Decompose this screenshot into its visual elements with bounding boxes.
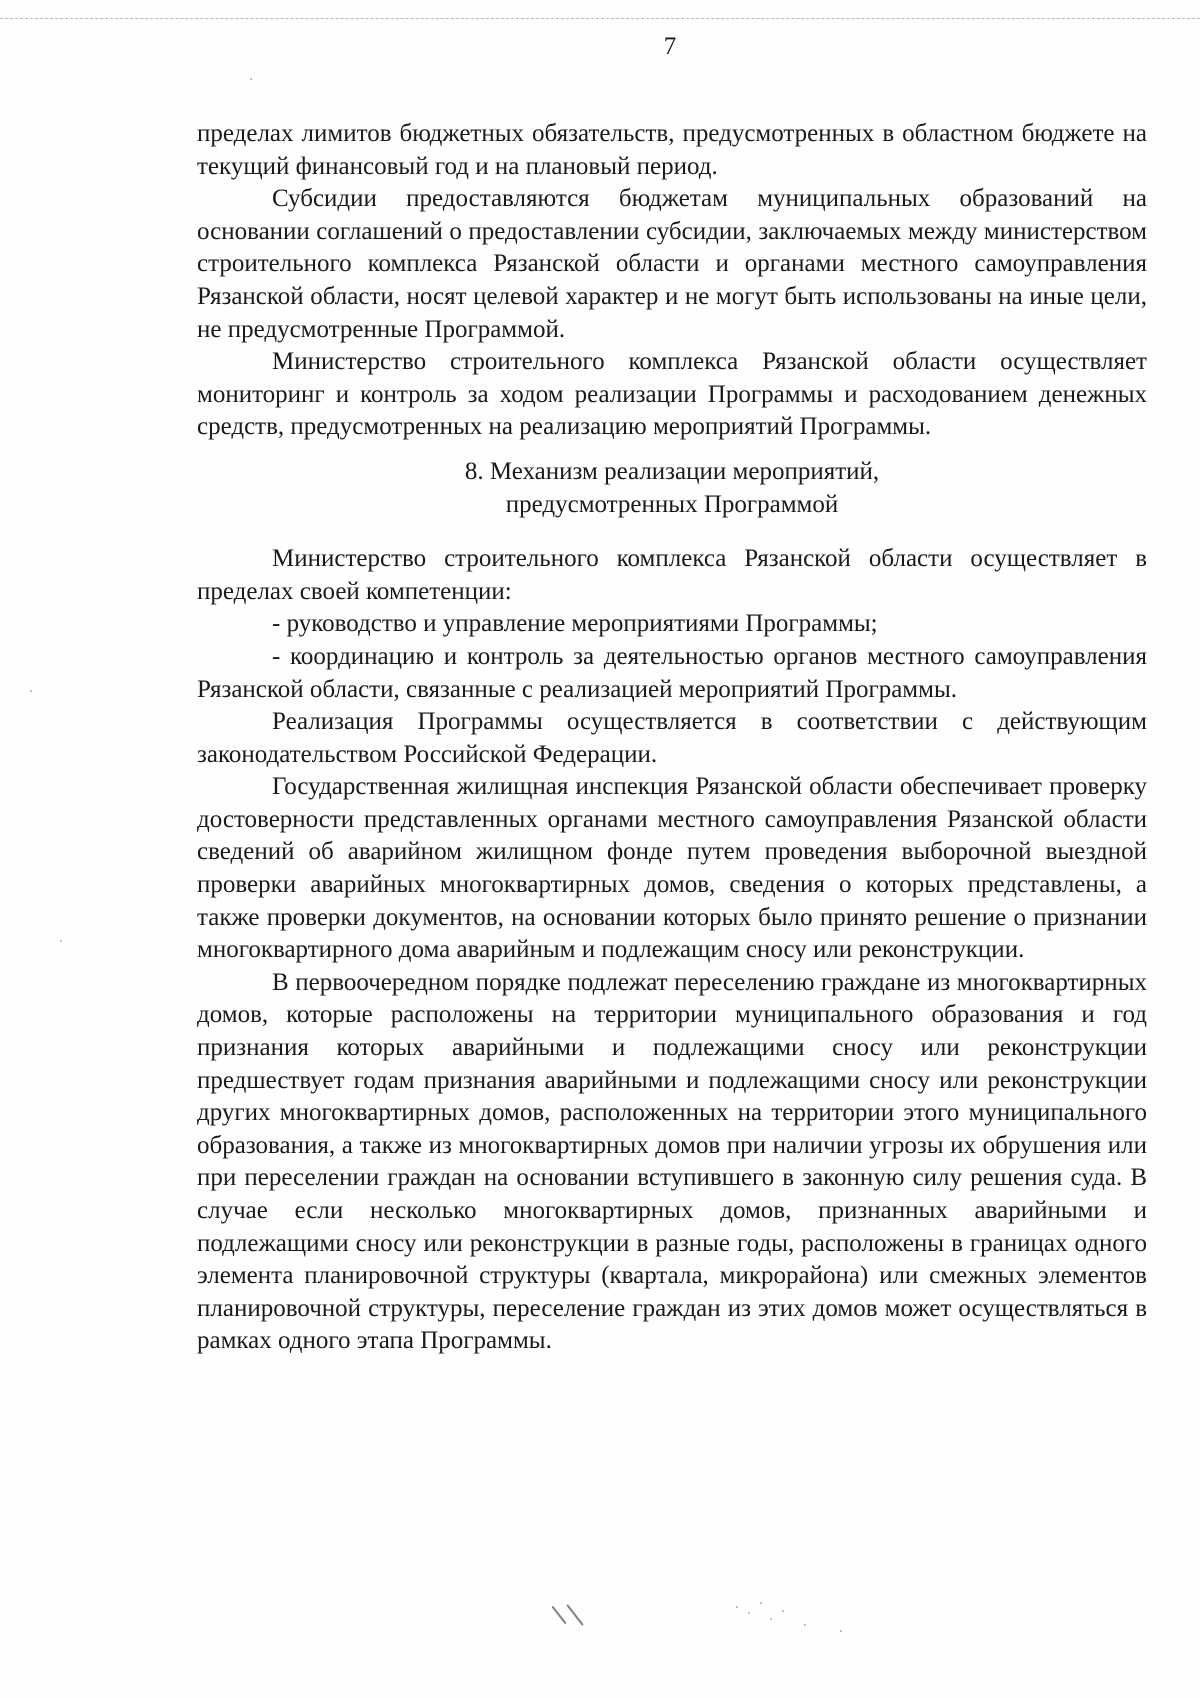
- scan-speck: [804, 1624, 806, 1626]
- paragraph-monitoring: Министерство строительного комплекса Рязанской области осуществляет мониторинг и контроль за ходом реализации Программы и расходованием денежных средств, предусмотренных на реализацию мероприятий Программы.: [197, 348, 1147, 441]
- list-item-coordination: - координацию и контроль за деятельностью органов местного самоуправления Рязанской области, связанные с реализацией мероприятий Программы.: [197, 642, 1147, 703]
- pen-mark: [566, 1604, 584, 1626]
- scan-speck: [60, 940, 62, 942]
- scan-speck: [736, 1606, 738, 1608]
- paragraph-legislation: Реализация Программы осуществляется в соответствии с действующим законодательством Российской Федерации.: [197, 708, 1147, 768]
- scan-speck: [760, 1602, 762, 1604]
- scan-speck: [770, 1618, 772, 1620]
- scan-speck: [840, 1630, 842, 1632]
- scan-edge-line: [0, 18, 1200, 19]
- scan-speck: [250, 78, 252, 80]
- scan-speck: [30, 690, 32, 692]
- paragraph-subsidies: Субсидии предоставляются бюджетам муниципальных образований на основании соглашений о предоставлении субсидии, заключаемых между министерством строительного комплекса Рязанской области и органами местного самоуправления Рязанской области, носят целевой характер и не могут быть использованы на иные цели, не предусмотренные Программой.: [197, 185, 1147, 343]
- section-heading-line-1: 8. Механизм реализации мероприятий,: [464, 457, 880, 485]
- section-heading-line-2: предусмотренных Программой: [505, 490, 839, 518]
- document-body: [197, 118, 1147, 1358]
- page-number: 7: [663, 33, 677, 60]
- section-heading: [197, 456, 1147, 521]
- paragraph-budget-limits: пределах лимитов бюджетных обязательств, предусмотренных в областном бюджете на текущий финансовый год и на плановый период.: [197, 120, 1147, 180]
- scan-speck: [782, 1610, 784, 1612]
- scan-speck: [748, 1612, 750, 1614]
- pen-mark: [551, 1606, 566, 1625]
- list-item-management: - руководство и управление мероприятиями Программы;: [272, 610, 878, 638]
- paragraph-housing-inspection: Государственная жилищная инспекция Рязанской области обеспечивает проверку достоверности представленных органами местного самоуправления Рязанской области сведений об аварийном жилищном фонде путем проведения выборочной выездной проверки аварийных многоквартирных домов, сведения о которых представлены, а также проверки документов, на основании которых было принято решение о признании многоквартирного дома аварийным и подлежащим сносу или реконструкции.: [197, 773, 1147, 964]
- paragraph-competence: Министерство строительного комплекса Рязанской области осуществляет в пределах своей компетенции:: [197, 545, 1147, 605]
- paragraph-resettlement-priority: В первоочередном порядке подлежат переселению граждане из многоквартирных домов, которые расположены на территории муниципального образования и год признания которых аварийными и подлежащими сносу или реконструкции предшествует годам признания аварийными и подлежащими сносу или реконструкции других многоквартирных домов, расположенных на территории этого муниципального образования, а также из многоквартирных домов при наличии угрозы их обрушения или при переселении граждан на основании вступившего в законную силу решения суда. В случае если несколько многоквартирных домов, признанных аварийными и подлежащими сносу или реконструкции в разные годы, расположены в границах одного элемента планировочной структуры (квартала, микрорайона) или смежных элементов планировочной структуры, переселение граждан из этих домов может осуществляться в рамках одного этапа Программы.: [197, 968, 1147, 1355]
